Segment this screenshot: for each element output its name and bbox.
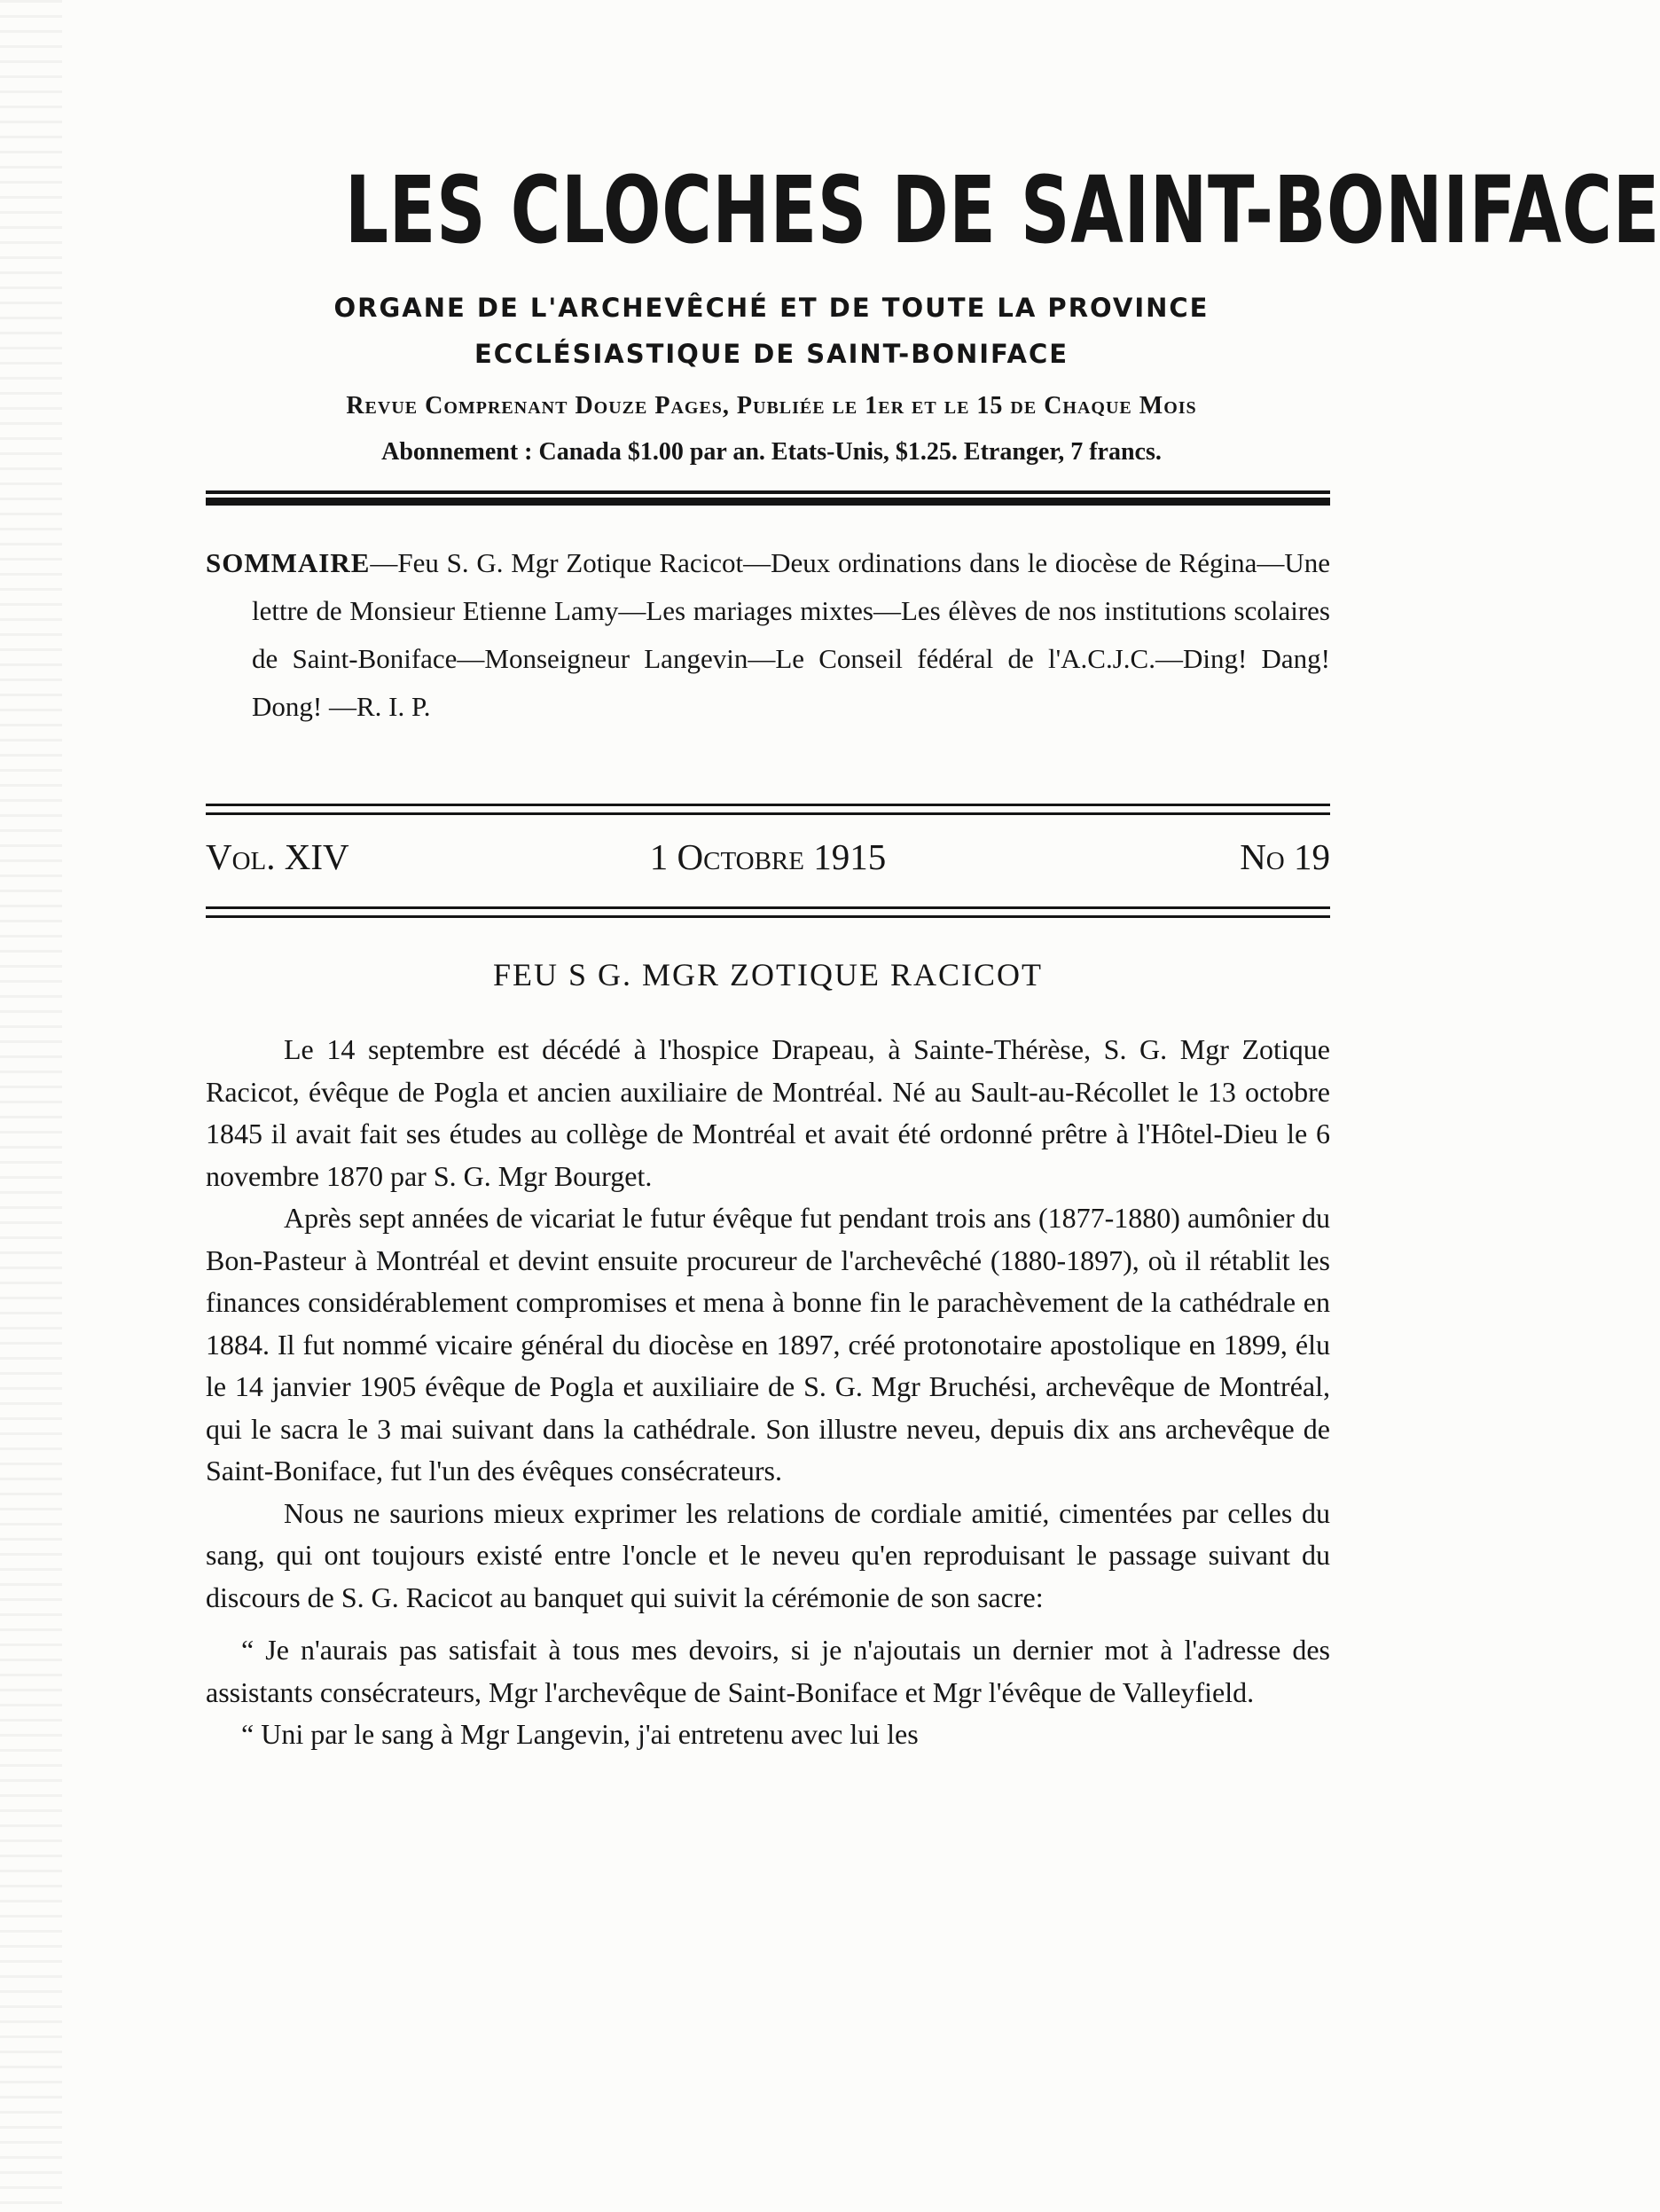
masthead-tagline: Revue Comprenant Douze Pages, Publiée le 1er et le 15 de Chaque Mois [346,392,1197,420]
volume-number: Vol. XIV [206,836,349,877]
divider-rule [206,906,1330,909]
divider-rule [206,915,1330,918]
article-quote: “ Je n'aurais pas satisfait à tous mes devoirs, si je n'ajoutais un dernier mot à l'adresse des assistants consécrateurs, Mgr l'archevêque de Saint-Boniface et Mgr l'évêque de Valleyfield. [206,1634,1330,1708]
divider-rule [206,490,1330,494]
article-paragraph: Le 14 septembre est décédé à l'hospice Drapeau, à Sainte-Thérèse, S. G. Mgr Zotique Racicot, évêque de Pogla et ancien auxiliaire de Montréal. Né au Sault-au-Récollet le 13 octobre 1845 il avait fait ses études au collège de Montréal et avait été ordonné prêtre à l'Hôtel-Dieu le 6 novembre 1870 par S. G. Mgr Bourget. [206,1033,1330,1192]
article-paragraph: Après sept années de vicariat le futur évêque fut pendant trois ans (1877-1880) aumônier du Bon-Pasteur à Montréal et devint ensuite procureur de l'archevêché (1880-1897), où il rétablit les finances considérablement compromises et mena à bonne fin le parachèvement de la cathédrale en 1884. Il fut nommé vicaire général du diocèse en 1897, créé protonotaire apostolique en 1899, élu le 14 janvier 1905 évêque de Pogla et auxiliaire de S. G. Mgr Bruchési, archevêque de Montréal, qui le sacra le 3 mai suivant dans la cathédrale. Son illustre neveu, depuis dix ans archevêque de Saint-Boniface, fut l'un des évêques consécrateurs. [206,1202,1330,1486]
summary-block [206,539,1330,731]
summary-label: SOMMAIRE [206,547,371,578]
issue-number: No 19 [1240,836,1330,877]
article-title: FEU S G. MGR ZOTIQUE RACICOT [492,957,1043,992]
article-body [206,1029,1330,1756]
masthead-title: LES CLOCHES DE SAINT-BONIFACE [345,156,1660,264]
article-paragraph: Nous ne saurions mieux exprimer les relations de cordiale amitié, cimentées par celles du sang, qui ont toujours existé entre l'oncle et le neveu qu'en reproduisant le passage suivant du discours de S. G. Racicot au banquet qui suivit la cérémonie de son sacre: [206,1496,1330,1613]
scan-edge-noise [0,0,62,2212]
divider-rule [206,498,1330,506]
summary-text: —Feu S. G. Mgr Zotique Racicot—Deux ordinations dans le diocèse de Régina—Une lettre de Monsieur Etienne Lamy—Les mariages mixtes—Les élèves de nos institutions scolaires de Saint-Boniface—Monseigneur Langevin—Le Conseil fédéral de l'A.C.J.C.—Ding! Dang! Dong! —R. I. P. [252,547,1330,722]
divider-rule [206,812,1330,815]
masthead-subtitle-line2: ECCLÉSIASTIQUE DE SAINT-BONIFACE [474,339,1069,369]
masthead-subtitle-line1: ORGANE DE L'ARCHEVÊCHÉ ET DE TOUTE LA PROVINCE [333,293,1210,323]
subscription-rates: Abonnement : Canada $1.00 par an. Etats-Unis, $1.25. Etranger, 7 francs. [381,438,1162,466]
issue-info-row [206,835,1330,885]
divider-rule [206,804,1330,806]
issue-date: 1 Octobre 1915 [649,836,887,877]
article-quote: “ Uni par le sang à Mgr Langevin, j'ai entretenu avec lui les [241,1718,919,1750]
